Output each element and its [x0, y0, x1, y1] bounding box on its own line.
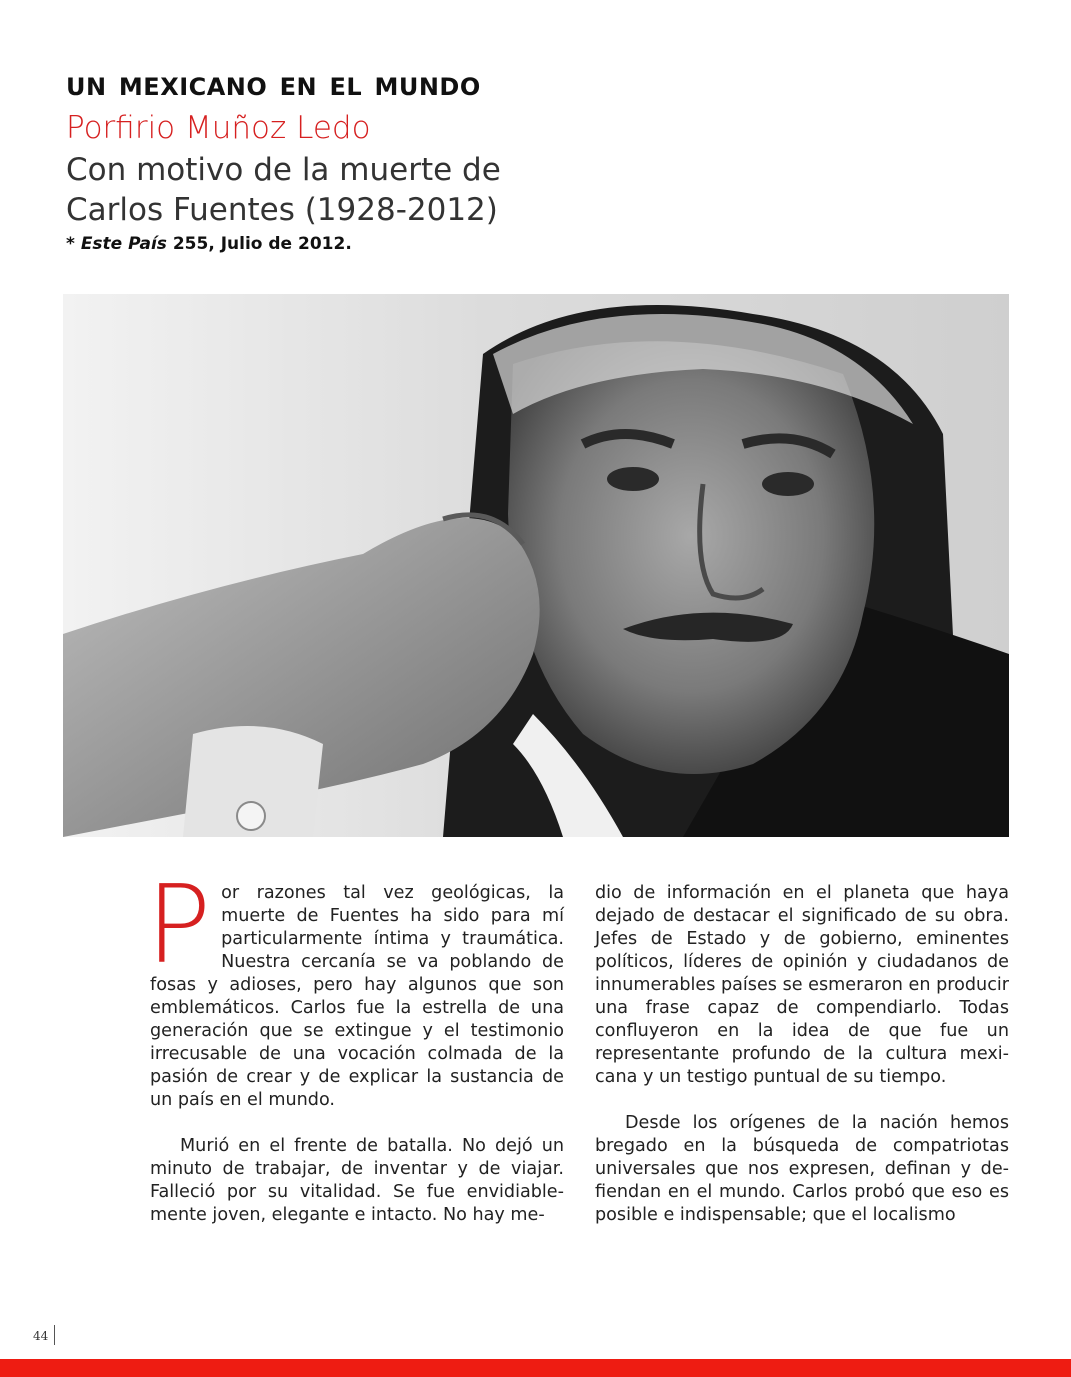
subtitle-line-1: Con motivo de la muerte de	[66, 152, 501, 188]
source-note	[66, 234, 352, 254]
article-title: un mexicano en el mundo	[66, 64, 481, 104]
page-number: 44	[33, 1329, 49, 1343]
paragraph-text: or razones tal vez geológicas, la muerte de Fuentes ha sido para mí particularmente íntima y traumática. Nuestra cercanía se va poblando de fosas y adioses, pero hay algunos que son emblemáticos. Carlos fue la estrella de una generación que se extingue y el testimonio irrecusable de una vocación colmada de la pasión de crear y de explicar la sustancia de un país en el mundo.	[150, 883, 564, 1110]
source-publication: Este País	[80, 234, 167, 254]
source-prefix: *	[66, 234, 81, 254]
article-paragraph	[146, 863, 564, 1112]
article-column-left	[146, 863, 564, 1227]
article-paragraph: Murió en el frente de batalla. No dejó un minuto de trabajar, de inventar y de viajar. Falleció por su vitalidad. Se fue envidiablemente joven, elegante e intacto. No hay me-	[150, 1136, 564, 1225]
subtitle-line-2: Carlos Fuentes (1928-2012)	[66, 192, 498, 228]
article-paragraph: dio de información en el planeta que haya dejado de destacar el significado de su obra. Jefes de Estado y de gobierno, eminentes políticos, líderes de opinión y ciudadanos de innumerables países se esmeraron en producir una frase capaz de compendiarlo. Todas confluyeron en la idea de que fue un representante profundo de la cultura mexicana y un testigo puntual de su tiempo.	[595, 883, 1009, 1087]
drop-cap: P	[146, 863, 212, 988]
source-details: 255, Julio de 2012.	[166, 234, 352, 254]
portrait-photo	[63, 294, 1009, 837]
page-number-divider	[54, 1325, 55, 1345]
article-author: Porfirio Muñoz Ledo	[66, 110, 371, 146]
article-subtitle	[66, 150, 586, 230]
article-column-right	[595, 882, 1009, 1227]
portrait-illustration	[63, 294, 1009, 837]
footer-color-band	[0, 1359, 1071, 1377]
article-paragraph: Desde los orígenes de la nación hemos bregado en la búsqueda de compatriotas universales que nos expresen, definan y defiendan en el mundo. Carlos probó que eso es posible e indispensable; que el localismo	[595, 1113, 1009, 1225]
